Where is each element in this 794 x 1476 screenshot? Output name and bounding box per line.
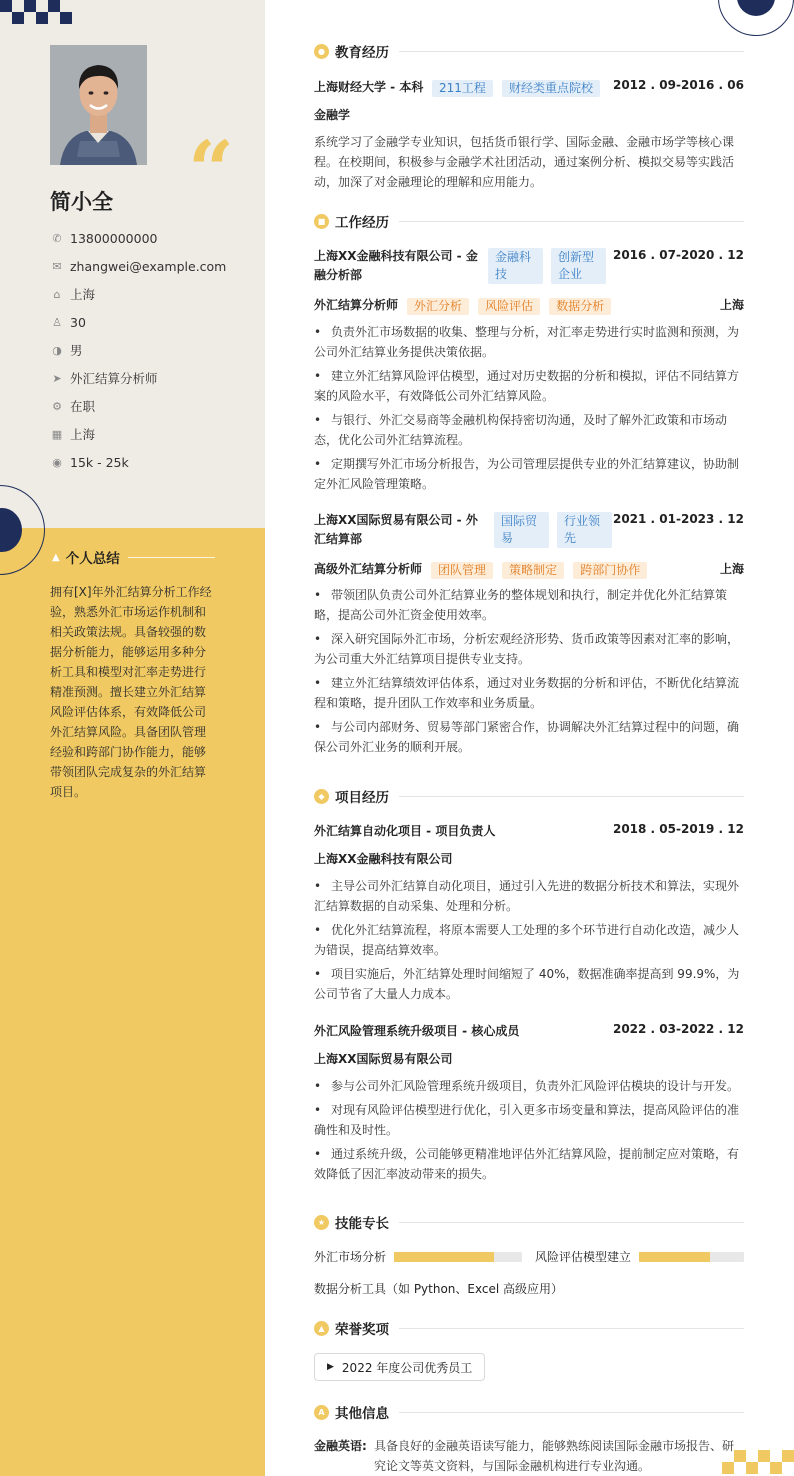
other-label: 金融英语: (314, 1439, 367, 1453)
job-date: 2016 . 07-2020 . 12 (612, 248, 744, 262)
job-bullets (314, 322, 744, 498)
other-heading (314, 1402, 744, 1422)
tag: 国际贸易 (494, 512, 549, 548)
list-item: • 优化外汇结算流程，将原本需要人工处理的多个环节进行自动化改造，减少人为错误，提高结算效率。 (314, 920, 744, 960)
contact-position (50, 364, 250, 392)
list-item: • 建立外汇结算风险评估模型，通过对历史数据的分析和模拟，评估不同结算方案的风险水平，有效降低公司外汇结算风险。 (314, 366, 744, 406)
job-company: 上海XX国际贸易有限公司 - 外汇结算部 (314, 513, 478, 546)
school-tags (432, 77, 600, 97)
project-bullets (314, 1076, 744, 1188)
section-title: 教育经历 (335, 45, 389, 61)
summary-title-text: 个人总结 (65, 551, 120, 567)
list-item: • 项目实施后，外汇结算处理时间缩短了 40%，数据准确率提高到 99.9%，为公司节省了大量人力成本。 (314, 964, 744, 1004)
tag: 财经类重点院校 (502, 80, 600, 97)
sidebar (0, 0, 265, 1476)
contact-value: 上海 (70, 427, 96, 442)
candidate-name: 简小全 (50, 190, 113, 214)
education-heading (314, 41, 744, 61)
divider (128, 557, 215, 558)
avatar (50, 45, 147, 165)
section-title: 其他信息 (335, 1406, 389, 1422)
play-icon: ▶ (327, 1362, 334, 1372)
tag: 风险评估 (478, 298, 540, 315)
contact-work-city (50, 420, 250, 448)
list-item: • 与银行、外汇交易商等金融机构保持密切沟通，及时了解外汇政策和市场动态，优化公司外汇结算流程。 (314, 410, 744, 450)
divider (399, 51, 744, 52)
skill-item (314, 1248, 524, 1265)
tag: 金融科技 (488, 248, 543, 284)
work-heading (314, 211, 744, 231)
contact-value: 13800000000 (70, 230, 158, 246)
list-item: • 负责外汇市场数据的收集、整理与分析，对汇率走势进行实时监测和预测，为公司外汇结算业务提供决策依据。 (314, 322, 744, 362)
list-item: • 深入研究国际外汇市场，分析宏观经济形势、货币政策等因素对汇率的影响，为公司重大外汇结算项目提供专业支持。 (314, 629, 744, 669)
section-title: 技能专长 (335, 1216, 389, 1232)
project-name: 外汇结算自动化项目 - 项目负责人 (314, 824, 496, 838)
divider (399, 796, 744, 797)
contact-salary (50, 448, 250, 476)
tag: 创新型企业 (551, 248, 606, 284)
job-bullets (314, 585, 744, 761)
job-location: 上海 (719, 562, 744, 576)
award-icon: ▲ (314, 1321, 329, 1336)
home-icon: ⌂ (53, 287, 61, 301)
list-item: • 与公司内部财务、贸易等部门紧密合作，协调解决外汇结算过程中的问题，确保公司外汇业务的顺利开展。 (314, 717, 744, 757)
contact-value: 外汇结算分析师 (70, 371, 158, 386)
contact-status (50, 392, 250, 420)
contact-email (50, 252, 250, 280)
briefcase-icon: ■ (314, 214, 329, 229)
skill-other: 数据分析工具（如 Python、Excel 高级应用） (314, 1282, 564, 1296)
skills-icon: ★ (314, 1215, 329, 1230)
list-item: • 带领团队负责公司外汇结算业务的整体规划和执行，制定并优化外汇结算策略，提高公司外汇资金使用效率。 (314, 585, 744, 625)
list-item: • 建立外汇结算绩效评估体系，通过对业务数据的分析和评估，不断优化结算流程和策略，提升团队工作效率和业务质量。 (314, 673, 744, 713)
contact-city (50, 280, 250, 308)
contact-list (50, 224, 250, 476)
contact-phone (50, 224, 250, 252)
skill-name: 风险评估模型建立 (535, 1250, 632, 1264)
section-title: 工作经历 (335, 215, 389, 231)
status-icon: ⚙ (52, 399, 62, 413)
project-name: 外汇风险管理系统升级项目 - 核心成员 (314, 1024, 520, 1038)
job-company: 上海XX金融科技有限公司 - 金融分析部 (314, 249, 478, 282)
mail-icon: ✉ (52, 259, 62, 273)
school-name: 上海财经大学 - 本科 (314, 80, 424, 94)
list-item: • 主导公司外汇结算自动化项目，通过引入先进的数据分析技术和算法，实现外汇结算数据的自动采集、处理和分析。 (314, 876, 744, 916)
skill-name: 外汇市场分析 (314, 1250, 387, 1264)
major: 金融学 (314, 108, 351, 122)
list-item: • 通过系统升级，公司能够更精准地评估外汇结算风险，提前制定应对策略，有效降低了因汇率波动带来的损失。 (314, 1144, 744, 1184)
user-icon: ▲ (52, 551, 60, 563)
skills-heading (314, 1212, 744, 1232)
send-icon: ➤ (52, 371, 62, 385)
other-text: 具备良好的金融英语读写能力，能够熟练阅读国际金融市场报告、研究论文等英文资料，与国际金融机构进行专业沟通。 (374, 1439, 735, 1473)
job-location: 上海 (719, 298, 744, 312)
tag: 数据分析 (549, 298, 611, 315)
tag: 跨部门协作 (573, 562, 647, 579)
quote-decoration-icon: “ (188, 123, 235, 217)
honor-item (314, 1353, 485, 1381)
contact-value: 30 (70, 314, 86, 330)
project-date: 2022 . 03-2022 . 12 (612, 1022, 744, 1036)
contact-value: 上海 (70, 287, 96, 302)
job-date: 2021 . 01-2023 . 12 (612, 512, 744, 526)
skill-bar (639, 1252, 744, 1262)
info-icon: A (314, 1405, 329, 1420)
tag: 团队管理 (431, 562, 493, 579)
summary-text: 拥有[X]年外汇结算分析工作经验，熟悉外汇市场运作机制和相关政策法规。具备较强的数据分析能力，能够运用多种分析工具和模型对汇率走势进行精准预测。擅长建立外汇结算风险评估体系，有效降低公司外汇结算风险。具备团队管理经验和跨部门协作能力，能够带领团队完成复杂的外汇结算项目。 (50, 585, 212, 799)
phone-icon: ✆ (52, 231, 62, 245)
tag: 策略制定 (502, 562, 564, 579)
portrait-illustration (50, 45, 147, 165)
project-company: 上海XX国际贸易有限公司 (314, 1052, 453, 1066)
job-position: 高级外汇结算分析师 (314, 562, 423, 576)
divider (399, 221, 744, 222)
contact-value: zhangwei@example.com (70, 258, 227, 274)
divider (399, 1222, 744, 1223)
gender-icon: ◑ (52, 343, 62, 357)
project-bullets (314, 876, 744, 1008)
skill-bar-fill (639, 1252, 710, 1262)
section-title: 项目经历 (335, 790, 389, 806)
education-description: 系统学习了金融学专业知识，包括货币银行学、国际金融、金融市场学等核心课程。在校期间，积极参与金融学术社团活动，通过案例分析、模拟交易等实践活动，加深了对金融理论的理解和应用能力。 (314, 135, 735, 189)
tag: 211工程 (432, 80, 493, 97)
project-icon: ◆ (314, 789, 329, 804)
skill-bar (394, 1252, 522, 1262)
project-company: 上海XX金融科技有限公司 (314, 852, 453, 866)
skill-bar-fill (394, 1252, 494, 1262)
tag: 外汇分析 (407, 298, 469, 315)
contact-value: 15k - 25k (70, 454, 129, 470)
contact-gender (50, 336, 250, 364)
age-icon: ♙ (52, 315, 62, 329)
list-item: • 定期撰写外汇市场分析报告，为公司管理层提供专业的外汇结算建议，协助制定外汇风险管理策略。 (314, 454, 744, 494)
projects-heading (314, 786, 744, 806)
summary-heading (52, 547, 215, 567)
honors-heading (314, 1318, 744, 1338)
position-tags (431, 559, 647, 579)
education-date: 2012 . 09-2016 . 06 (612, 78, 744, 92)
divider (399, 1412, 744, 1413)
job-position: 外汇结算分析师 (314, 298, 399, 312)
honor-text: 2022 年度公司优秀员工 (341, 1360, 473, 1375)
tag: 行业领先 (557, 512, 612, 548)
salary-icon: ◉ (52, 455, 62, 469)
divider (399, 1328, 744, 1329)
checker-pattern-top (0, 0, 76, 24)
contact-value: 男 (70, 343, 83, 358)
contact-age (50, 308, 250, 336)
contact-value: 在职 (70, 399, 96, 414)
building-icon: ▦ (51, 427, 63, 441)
education-icon: ● (314, 44, 329, 59)
section-title: 荣誉奖项 (335, 1322, 389, 1338)
list-item: • 参与公司外汇风险管理系统升级项目，负责外汇风险评估模块的设计与开发。 (314, 1076, 744, 1096)
other-info-row (314, 1436, 744, 1476)
position-tags (407, 295, 611, 315)
project-date: 2018 . 05-2019 . 12 (612, 822, 744, 836)
skill-item (535, 1248, 744, 1265)
list-item: • 对现有风险评估模型进行优化，引入更多市场变量和算法，提高风险评估的准确性和及时性。 (314, 1100, 744, 1140)
